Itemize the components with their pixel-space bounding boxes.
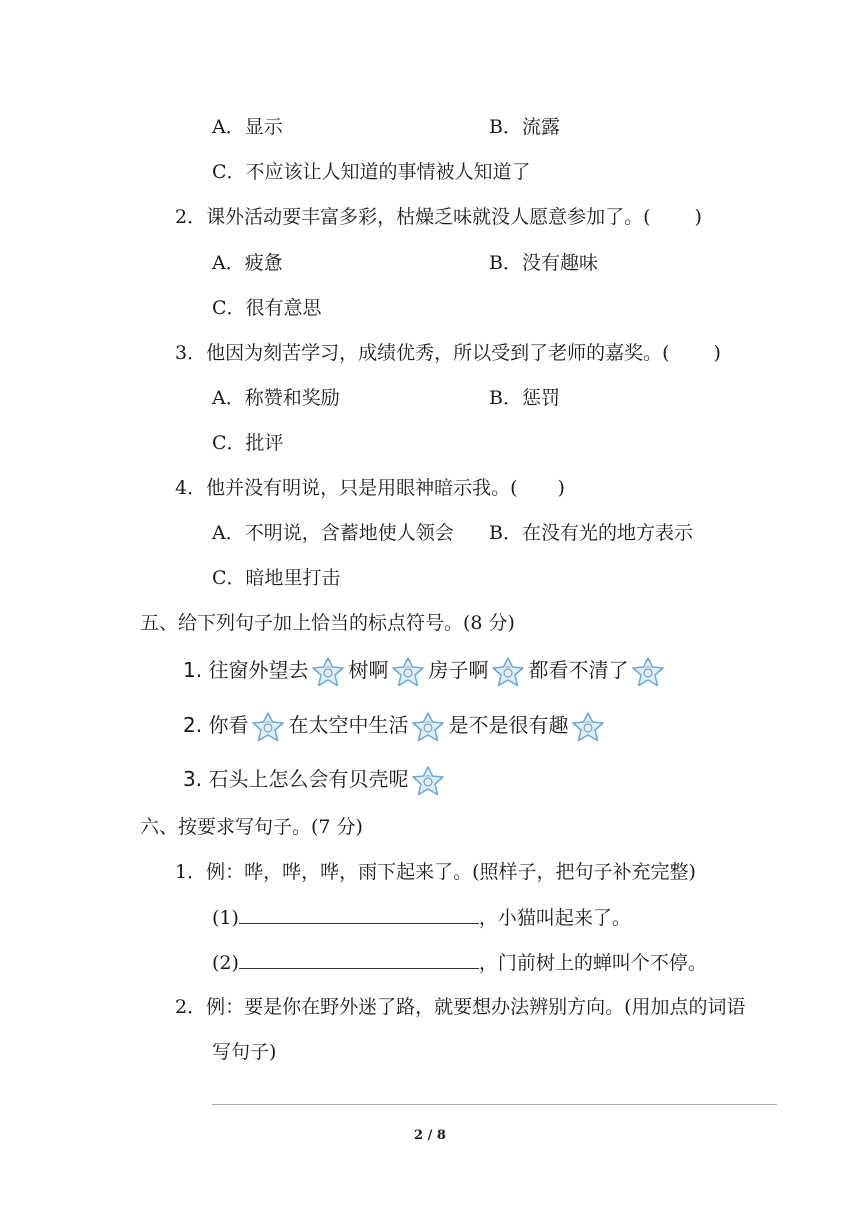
q3-option-a: A．称赞和奖励 [212, 387, 340, 409]
section6-q1-stem: 1．例：哗，哗，哗，雨下起来了。(照样子，把句子补充完整) [175, 861, 696, 883]
q2-close-paren: ) [694, 206, 702, 228]
q1-option-b: B．流露 [489, 116, 560, 138]
s2-part-1: 2. 你看 [183, 713, 249, 737]
section5-sentence-2 [183, 709, 608, 743]
q3-option-c: C．批评 [212, 432, 284, 454]
q1-option-a: A．显示 [212, 116, 283, 138]
s1-part-1: 1. 往窗外望去 [183, 658, 309, 682]
star-blank-icon[interactable] [489, 656, 527, 688]
section5-sentence-3 [183, 763, 448, 797]
q4-option-b: B．在没有光的地方表示 [489, 522, 693, 544]
s1-part-2: 树啊 [348, 658, 389, 682]
section6-q2-stem-line2: 写句子) [212, 1041, 277, 1063]
q4-stem [175, 476, 565, 500]
star-blank-icon[interactable] [629, 656, 667, 688]
q3-close-paren: ) [713, 342, 721, 364]
q2-stem [175, 205, 702, 229]
q2-option-c: C．很有意思 [212, 297, 322, 319]
q2-stem-text: 2．课外活动要丰富多彩，枯燥乏味就没人愿意参加了。( [175, 206, 651, 228]
star-blank-icon[interactable] [569, 711, 607, 743]
item-2-tail: ，门前树上的蝉叫个不停。 [478, 952, 707, 974]
q4-close-paren: ) [557, 477, 565, 499]
item-2-label: (2) [212, 952, 239, 974]
section5-title: 五、给下列句子加上恰当的标点符号。(8 分) [140, 612, 515, 634]
s3-part-1: 3. 石头上怎么会有贝壳呢 [183, 767, 409, 791]
s1-part-3: 房子啊 [428, 658, 489, 682]
section5-sentence-1 [183, 654, 668, 688]
item-1-tail: ，小猫叫起来了。 [478, 907, 631, 929]
section6-title: 六、按要求写句子。(7 分) [140, 816, 363, 838]
star-blank-icon[interactable] [409, 765, 447, 797]
answer-blank-2[interactable] [239, 950, 479, 969]
star-blank-icon[interactable] [389, 656, 427, 688]
s1-part-4: 都看不清了 [528, 658, 629, 682]
q2-option-a: A．疲惫 [212, 252, 283, 274]
answer-writing-line[interactable] [212, 1104, 777, 1105]
section6-q1-item-1 [212, 905, 631, 930]
s2-part-2: 在太空中生活 [288, 713, 409, 737]
q2-option-b: B．没有趣味 [489, 252, 598, 274]
q4-option-a: A．不明说，含蓄地使人领会 [212, 522, 454, 544]
section6-q1-item-2 [212, 950, 707, 975]
q3-stem [175, 341, 721, 365]
answer-blank-1[interactable] [239, 905, 479, 924]
item-1-label: (1) [212, 907, 239, 929]
q3-option-b: B．惩罚 [489, 387, 560, 409]
star-blank-icon[interactable] [249, 711, 287, 743]
star-blank-icon[interactable] [309, 656, 347, 688]
q4-stem-text: 4．他并没有明说，只是用眼神暗示我。( [175, 477, 518, 499]
q4-option-c: C．暗地里打击 [212, 567, 341, 589]
q1-option-c: C．不应该让人知道的事情被人知道了 [212, 161, 531, 183]
section6-q2-stem-line1: 2．例：要是你在野外迷了路，就要想办法辨别方向。(用加点的词语 [175, 996, 746, 1018]
q3-stem-text: 3．他因为刻苦学习，成绩优秀，所以受到了老师的嘉奖。( [175, 342, 670, 364]
page-number: 2 / 8 [414, 1128, 446, 1143]
s2-part-3: 是不是很有趣 [448, 713, 569, 737]
star-blank-icon[interactable] [409, 711, 447, 743]
